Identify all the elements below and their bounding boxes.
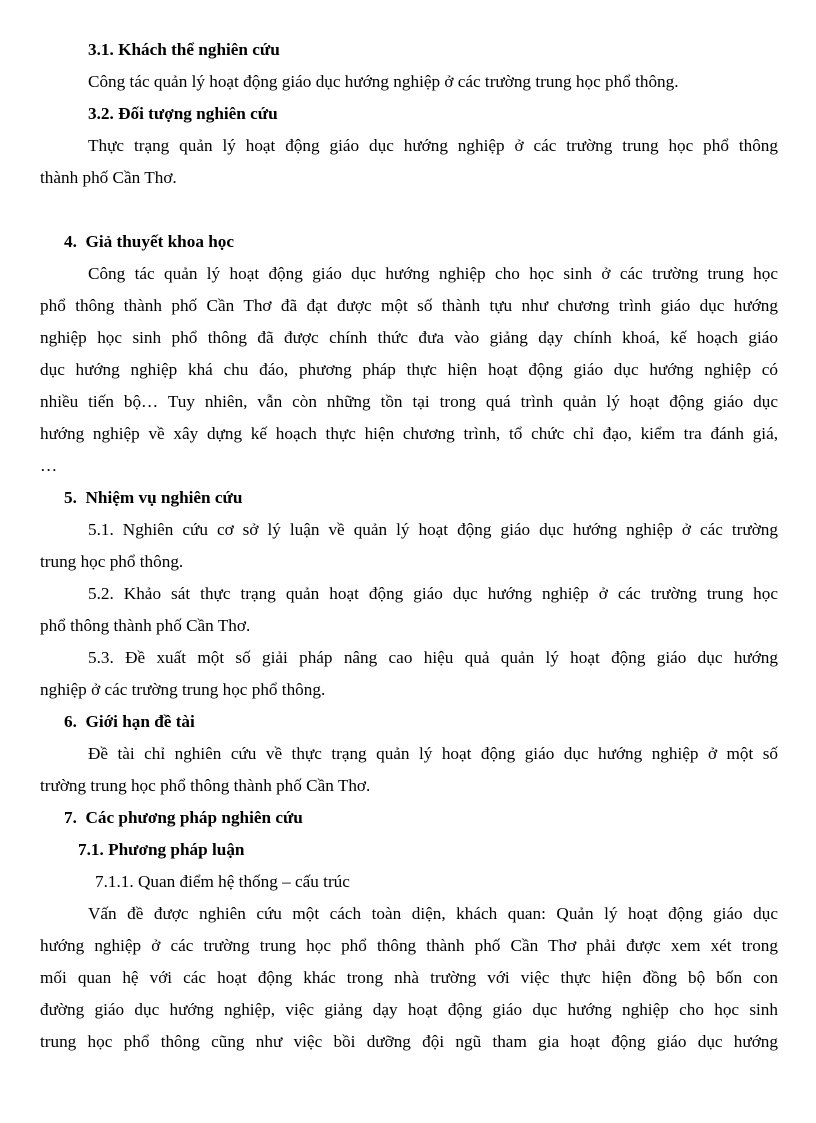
section-3-2-heading: 3.2. Đối tượng nghiên cứu (88, 104, 278, 123)
section-3-1-body: Công tác quản lý hoạt động giáo dục hướng nghiệp ở các trường trung học phổ thông. (88, 72, 679, 91)
section-7-1-heading: 7.1. Phương pháp luận (78, 840, 245, 859)
section-6-body-line: Đề tài chỉ nghiên cứu về thực trạng quản lý hoạt động giáo dục hướng nghiệp ở một số (88, 744, 778, 763)
section-7-body-line: Vấn đề được nghiên cứu một cách toàn diện, khách quan: Quản lý hoạt động giáo dục (88, 904, 778, 923)
section-5-item-line: 5.1. Nghiên cứu cơ sở lý luận về quản lý hoạt động giáo dục hướng nghiệp ở các trường (88, 520, 778, 539)
section-7-body-line: đường giáo dục hướng nghiệp, việc giảng dạy hoạt động giáo dục hướng nghiệp cho học sinh (40, 1000, 778, 1019)
section-7-body-line: hướng nghiệp ở các trường trung học phổ thông thành phố Cần Thơ phải được xem xét trong (40, 936, 778, 955)
section-4-body-line: phổ thông thành phố Cần Thơ đã đạt được một số thành tựu như chương trình giáo dục hướng (40, 296, 778, 315)
section-6-body-line: trường trung học phổ thông thành phố Cần Thơ. (40, 776, 371, 795)
section-5-item-line: nghiệp ở các trường trung học phổ thông. (40, 680, 326, 699)
section-6-heading: 6. Giới hạn đề tài (64, 712, 195, 731)
section-4-body-line: dục hướng nghiệp khá chu đáo, phương pháp thực hiện hoạt động giáo dục hướng nghiệp có (40, 360, 778, 379)
section-4-body-line: nhiều tiến bộ… Tuy nhiên, vẫn còn những tồn tại trong quá trình quản lý hoạt động giáo dục (40, 392, 778, 411)
section-7-1-1-heading: 7.1.1. Quan điểm hệ thống – cấu trúc (95, 872, 350, 891)
section-4-body-line: Công tác quản lý hoạt động giáo dục hướng nghiệp cho học sinh ở các trường trung học (88, 264, 778, 283)
section-5-item-line: 5.3. Đề xuất một số giải pháp nâng cao hiệu quả quản lý hoạt động giáo dục hướng (88, 648, 778, 667)
section-3-2-body-line: thành phố Cần Thơ. (40, 168, 177, 187)
section-3-1-heading: 3.1. Khách thể nghiên cứu (88, 40, 280, 59)
section-5-item-line: trung học phổ thông. (40, 552, 184, 571)
section-5-heading: 5. Nhiệm vụ nghiên cứu (64, 488, 243, 507)
section-7-heading: 7. Các phương pháp nghiên cứu (64, 808, 303, 827)
section-3-2-body-line: Thực trạng quản lý hoạt động giáo dục hướng nghiệp ở các trường trung học phổ thông (88, 136, 778, 155)
section-4-body-line: … (40, 456, 58, 475)
section-4-body-line: nghiệp học sinh phổ thông đã được chính thức đưa vào giảng dạy chính khoá, kế hoạch giáo (40, 328, 778, 347)
section-7-body-line: trung học phổ thông cũng như việc bồi dưỡng đội ngũ tham gia hoạt động giáo dục hướng (40, 1032, 778, 1051)
section-5-item-line: 5.2. Khảo sát thực trạng quản hoạt động giáo dục hướng nghiệp ở các trường trung học (88, 584, 778, 603)
section-4-heading: 4. Giả thuyết khoa học (64, 232, 234, 251)
section-7-body-line: mối quan hệ với các hoạt động khác trong nhà trường với việc thực hiện đồng bộ bốn con (40, 968, 778, 987)
section-4-body-line: hướng nghiệp về xây dựng kế hoạch thực hiện chương trình, tổ chức chỉ đạo, kiểm tra đánh giá, (40, 424, 778, 443)
section-5-item-line: phổ thông thành phố Cần Thơ. (40, 616, 251, 635)
